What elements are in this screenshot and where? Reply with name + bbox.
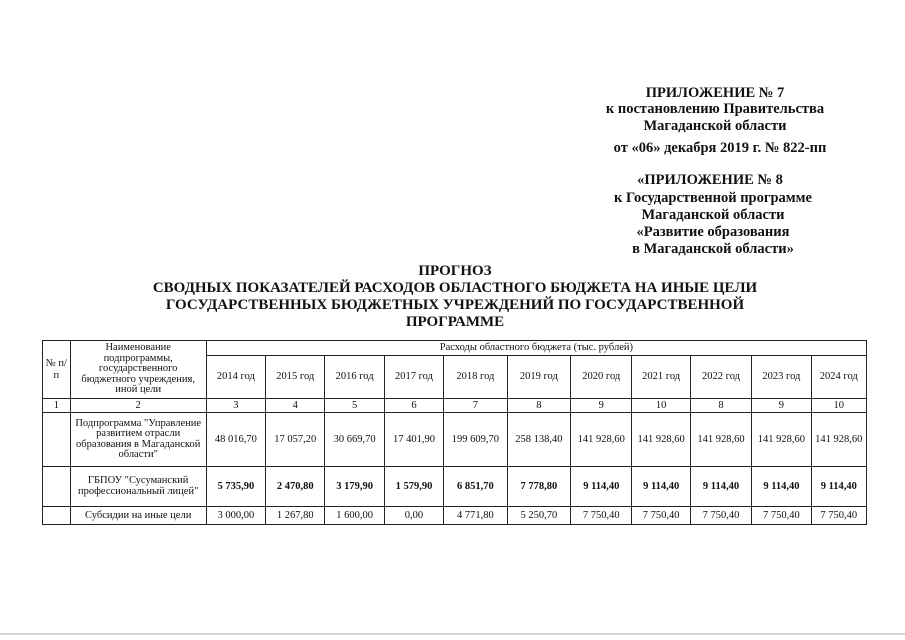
table-cell: 3 000,00 (206, 507, 265, 525)
budget-forecast-table (42, 340, 867, 525)
table-cell: 9 114,40 (811, 467, 866, 507)
year-header: 2024 год (811, 356, 866, 399)
row-name: ГБПОУ "Сусуманский профессиональный лицей" (70, 467, 206, 507)
title-line-2: СВОДНЫХ ПОКАЗАТЕЛЕЙ РАСХОДОВ ОБЛАСТНОГО БЮДЖЕТА НА ИНЫЕ ЦЕЛИ (152, 280, 758, 296)
table-cell: 9 114,40 (632, 467, 690, 507)
year-header: 2018 год (444, 356, 507, 399)
program-line-4: в Магаданской области» (632, 241, 794, 257)
table-row (43, 413, 867, 467)
row-number (43, 413, 71, 467)
row-name: Подпрограмма "Управление развитием отрасли образования в Магаданской области" (70, 413, 206, 467)
year-header: 2014 год (206, 356, 265, 399)
table-cell: 9 114,40 (752, 467, 811, 507)
table-cell: 3 179,90 (325, 467, 384, 507)
table-cell: 199 609,70 (444, 413, 507, 467)
column-index: 4 (266, 399, 325, 413)
year-header: 2017 год (384, 356, 443, 399)
table-cell: 141 928,60 (571, 413, 632, 467)
column-index: 6 (384, 399, 443, 413)
title-line-3: ГОСУДАРСТВЕННЫХ БЮДЖЕТНЫХ УЧРЕЖДЕНИЙ ПО ГОСУДАРСТВЕННОЙ (165, 297, 745, 313)
column-index: 2 (70, 399, 206, 413)
row-number (43, 467, 71, 507)
table-cell: 1 579,90 (384, 467, 443, 507)
table-cell: 1 267,80 (266, 507, 325, 525)
table-cell: 0,00 (384, 507, 443, 525)
year-header: 2020 год (571, 356, 632, 399)
year-header: 2019 год (507, 356, 570, 399)
table-row (43, 507, 867, 525)
title-line-1: ПРОГНОЗ (418, 263, 492, 279)
table-cell: 258 138,40 (507, 413, 570, 467)
table-cell: 17 057,20 (266, 413, 325, 467)
table-cell: 7 750,40 (752, 507, 811, 525)
resolution-line-2: Магаданской области (643, 118, 787, 134)
table-cell: 5 250,70 (507, 507, 570, 525)
table-cell: 9 114,40 (690, 467, 751, 507)
column-index: 10 (811, 399, 866, 413)
program-line-1: к Государственной программе (614, 190, 812, 206)
column-index: 9 (752, 399, 811, 413)
year-header: 2015 год (266, 356, 325, 399)
table-cell: 141 928,60 (690, 413, 751, 467)
table-cell: 7 750,40 (632, 507, 690, 525)
table-cell: 6 851,70 (444, 467, 507, 507)
column-index: 9 (571, 399, 632, 413)
column-index: 7 (444, 399, 507, 413)
resolution-line-1: к постановлению Правительства (605, 101, 825, 117)
program-line-3: «Развитие образования (636, 224, 790, 240)
title-line-4: ПРОГРАММЕ (405, 314, 505, 330)
table-cell: 48 016,70 (206, 413, 265, 467)
table-cell: 7 750,40 (811, 507, 866, 525)
column-index: 5 (325, 399, 384, 413)
column-group-header: Расходы областного бюджета (тыс. рублей) (206, 341, 866, 356)
table-cell: 4 771,80 (444, 507, 507, 525)
column-header-number: № п/п (43, 341, 71, 399)
table-header-row (43, 341, 867, 356)
year-header: 2023 год (752, 356, 811, 399)
column-index: 10 (632, 399, 690, 413)
row-number (43, 507, 71, 525)
year-header: 2016 год (325, 356, 384, 399)
table-cell: 141 928,60 (752, 413, 811, 467)
table-cell: 141 928,60 (632, 413, 690, 467)
column-index: 1 (43, 399, 71, 413)
table-cell: 30 669,70 (325, 413, 384, 467)
table-cell: 1 600,00 (325, 507, 384, 525)
table-cell: 9 114,40 (571, 467, 632, 507)
appendix-7-heading: ПРИЛОЖЕНИЕ № 7 (645, 85, 785, 101)
table-cell: 17 401,90 (384, 413, 443, 467)
row-name: Субсидии на иные цели (70, 507, 206, 525)
program-reference (598, 190, 828, 258)
table-cell: 141 928,60 (811, 413, 866, 467)
table-row (43, 467, 867, 507)
year-header: 2022 год (690, 356, 751, 399)
column-index: 8 (690, 399, 751, 413)
program-line-2: Магаданской области (641, 207, 785, 223)
column-header-name: Наименование подпрограммы, государственного бюджетного учреждения, иной цели (70, 341, 206, 399)
table-cell: 7 778,80 (507, 467, 570, 507)
document-title (135, 263, 775, 331)
column-index: 3 (206, 399, 265, 413)
column-index-row (43, 399, 867, 413)
appendix-8-heading: «ПРИЛОЖЕНИЕ № 8 (637, 172, 783, 188)
table-cell: 5 735,90 (206, 467, 265, 507)
year-header: 2021 год (632, 356, 690, 399)
table-cell: 7 750,40 (690, 507, 751, 525)
table-cell: 2 470,80 (266, 467, 325, 507)
column-index: 8 (507, 399, 570, 413)
table-cell: 7 750,40 (571, 507, 632, 525)
scan-artifact-line (0, 633, 905, 635)
resolution-reference (575, 101, 855, 135)
resolution-date: от «06» декабря 2019 г. № 822-пп (613, 140, 827, 156)
